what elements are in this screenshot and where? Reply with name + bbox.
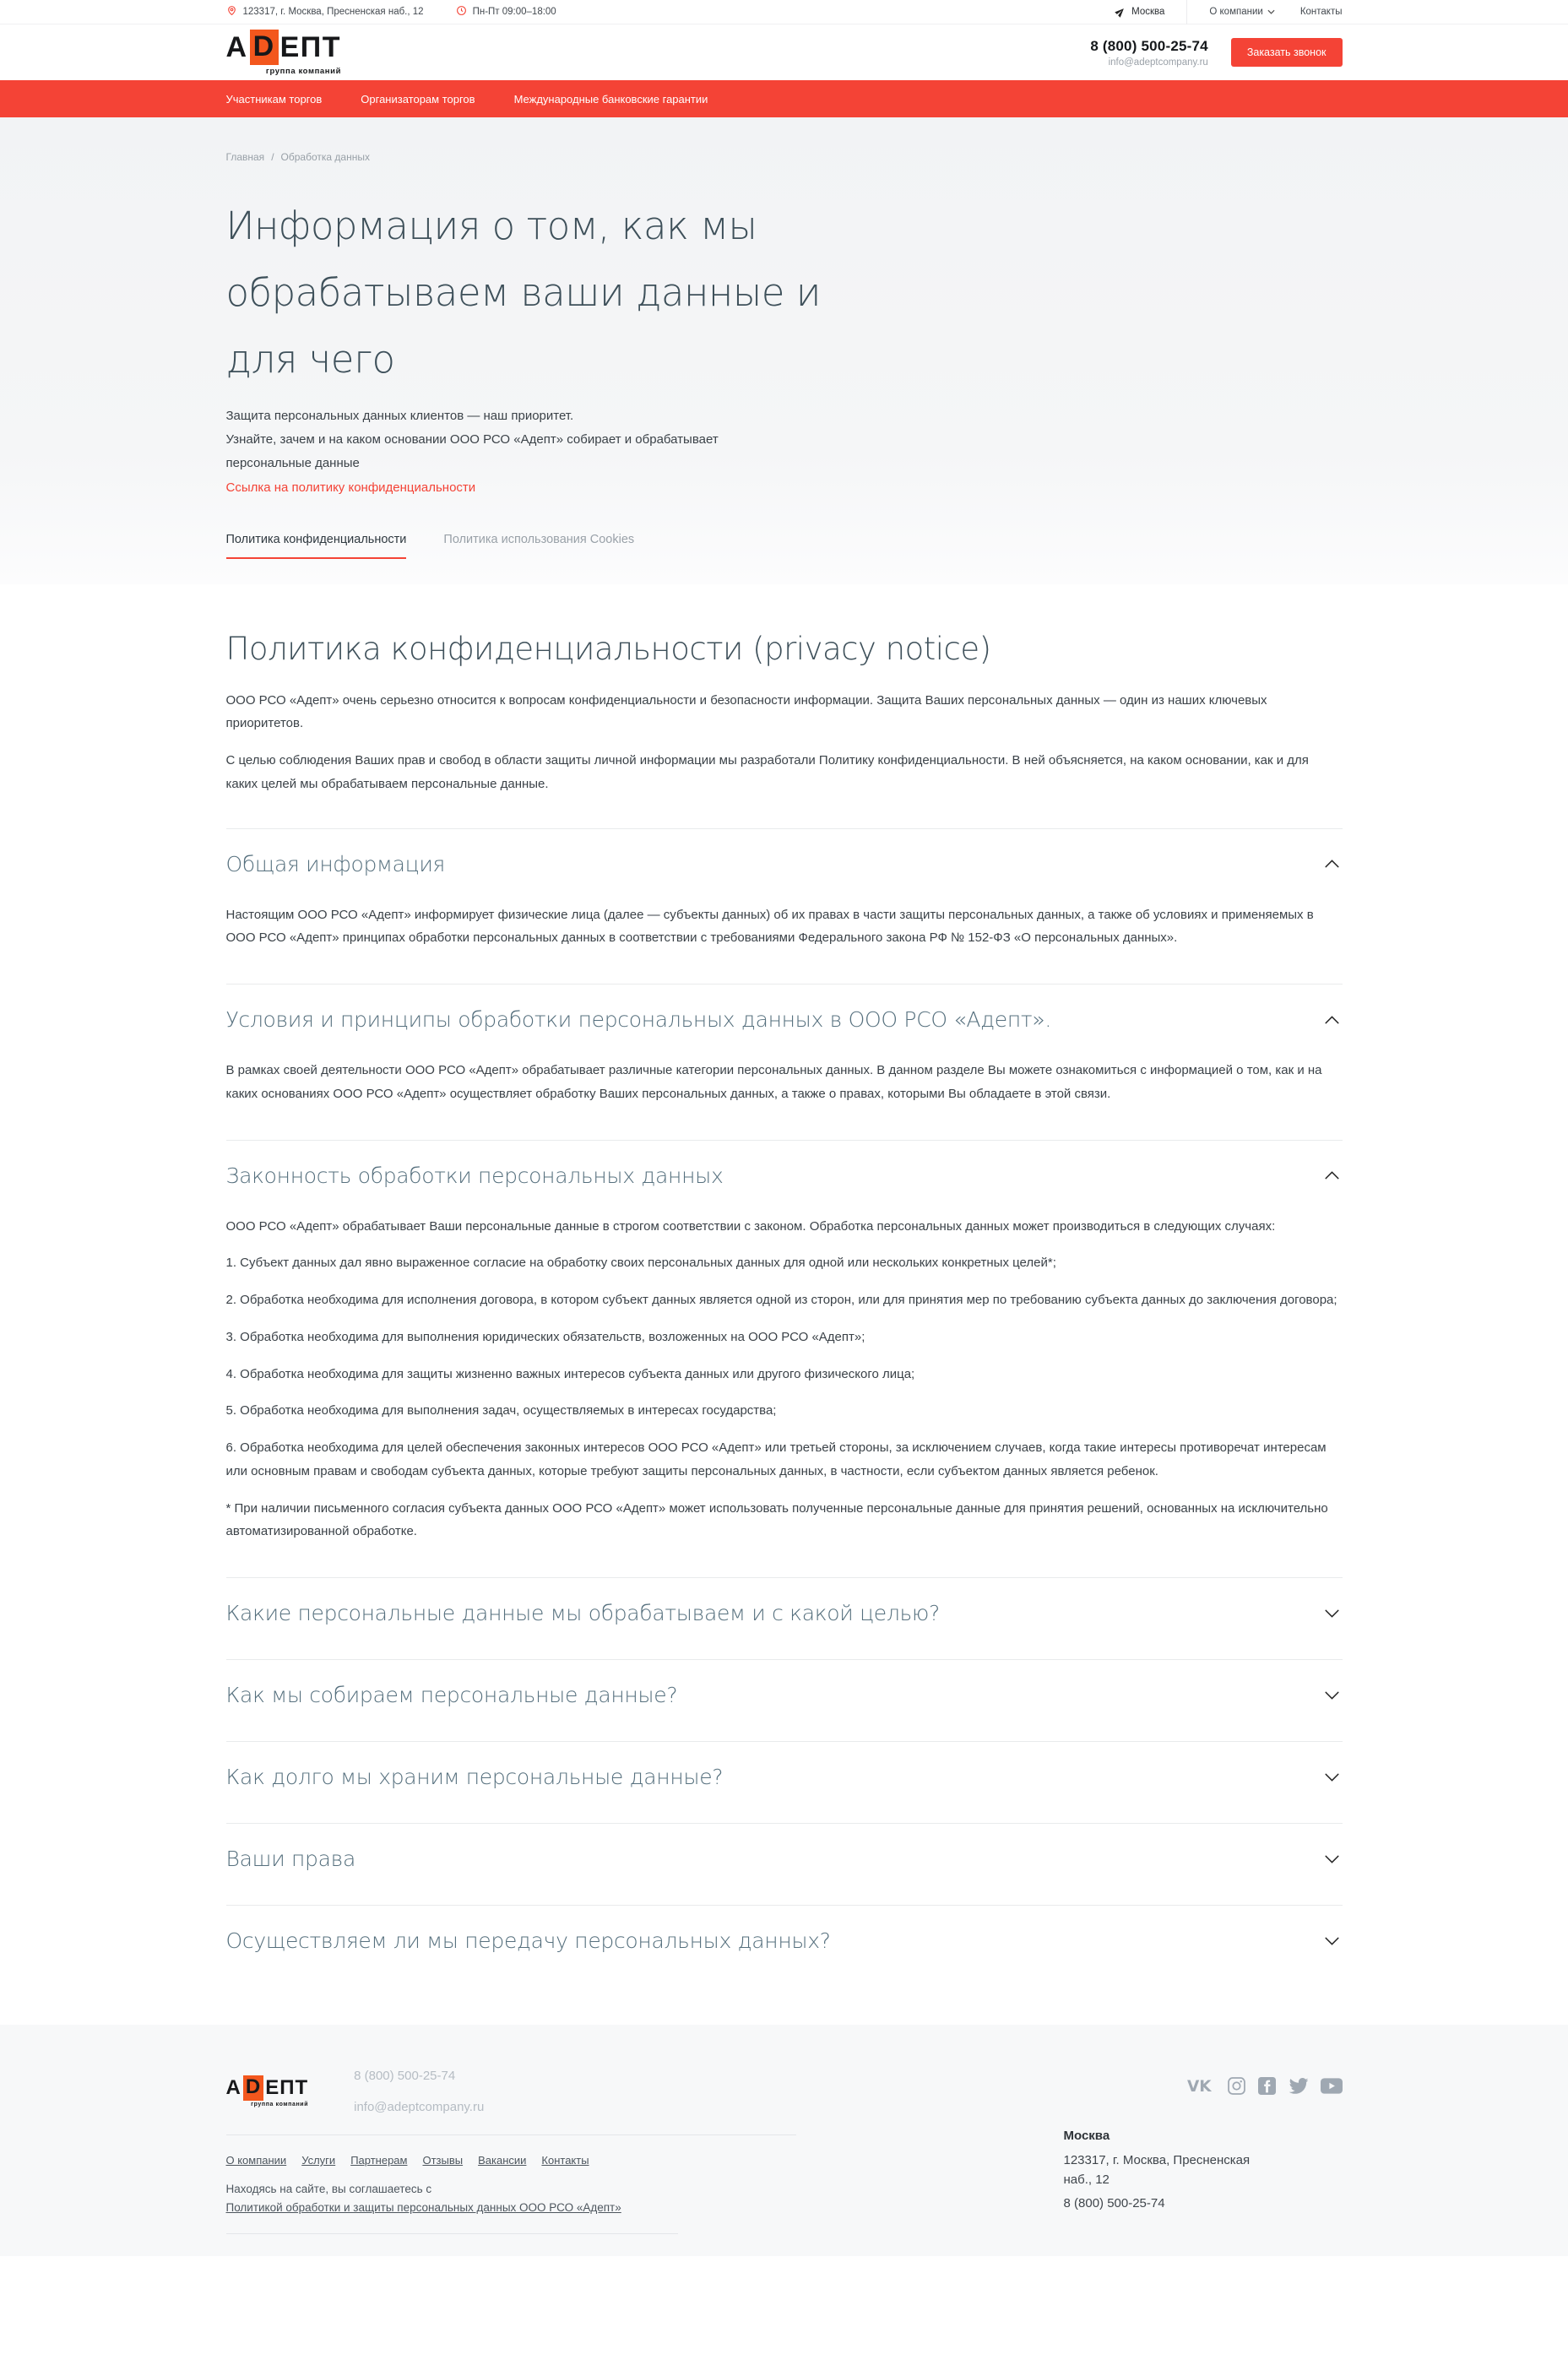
accordion-item (226, 1659, 1343, 1741)
chevron-down-icon[interactable] (1321, 1606, 1343, 1621)
footer-phone[interactable]: 8 (800) 500-25-74 (354, 2069, 456, 2083)
topbar-divider (1186, 0, 1187, 24)
page-title-line: обрабатываем ваши данные и (225, 269, 821, 315)
facebook-icon[interactable] (1258, 2077, 1276, 2095)
chevron-up-icon[interactable] (1321, 1168, 1343, 1183)
nav-link[interactable]: Участникам торгов (225, 92, 323, 106)
accordion-title: Как мы собираем персональные данные? (225, 1683, 678, 1707)
main-nav (0, 80, 1568, 117)
accordion-paragraph: 2. Обработка необходима для исполнения договора, в котором субъект данных является одной из сторон, или для принятия мер по требованию субъекта данных до заключения договора; (225, 1293, 1337, 1307)
page-title-line: для чего (225, 336, 395, 382)
intro-paragraph: С целью соблюдения Ваших прав и свобод в области защиты личной информации мы разработали Политику конфиденциальности. В ней объясняется, на каком основании, как и для каких целей мы обрабатываем персональные данные. (225, 753, 1309, 791)
accordion-paragraph: ООО РСО «Адепт» обрабатывает Ваши персональные данные в строгом соответствии с законом. Обработка персональных данных может производиться в следующих случаях: (225, 1218, 1276, 1234)
breadcrumb-separator: / (271, 151, 274, 163)
accordion-title: Осуществляем ли мы передачу персональных данных? (225, 1928, 831, 1953)
social-links (1064, 2077, 1343, 2095)
nav-link[interactable]: Международные банковские гарантии (513, 92, 708, 106)
footer-logo[interactable]: А D ЕПТ группа компаний (225, 2075, 309, 2107)
breadcrumb-home[interactable]: Главная (225, 151, 265, 163)
site-header (0, 24, 1568, 80)
accordion-title: Ваши права (225, 1847, 356, 1871)
section-title: Политика конфиденциальности (privacy notice) (225, 630, 991, 667)
topbar (0, 0, 1568, 24)
location-pin-icon (226, 5, 237, 19)
chevron-up-icon[interactable] (1321, 856, 1343, 871)
tab-inactive[interactable]: Политика использования Cookies (443, 532, 635, 546)
accordion-paragraph: В рамках своей деятельности ООО РСО «Адепт» обрабатывает различные категории персональных данных. В данном разделе Вы можете ознакомиться с информацией о том, как и на каких основаниях ООО РСО «Адепт» осуществляет обработку Ваших персональных данных, а также о правах, которыми Вы обладаете в этой связи. (225, 1063, 1322, 1101)
footer-address: 123317, г. Москва, Пресненская наб., 12 (1063, 2153, 1251, 2188)
footer-link[interactable]: Вакансии (478, 2154, 527, 2167)
intro-paragraph: ООО РСО «Адепт» очень серьезно относится к вопросам конфиденциальности и безопасности информации. Защита Ваших персональных данных — один из наших ключевых приоритетов. (225, 692, 1267, 731)
breadcrumb-current: Обработка данных (280, 151, 370, 163)
accordion-header[interactable] (226, 1601, 1343, 1625)
footer-link[interactable]: Партнерам (350, 2154, 408, 2167)
accordion (226, 828, 1343, 1988)
chevron-down-icon (1267, 7, 1275, 17)
accordion-header[interactable] (226, 852, 1343, 876)
accordion-item (226, 984, 1343, 1140)
footer-office (1064, 2129, 1343, 2210)
accordion-paragraph: 6. Обработка необходима для целей обеспечения законных интересов ООО РСО «Адепт» или третьей стороны, за исключением случаев, когда такие интересы противоречат интересам или основным правам и свободам субъекта данных, которые требуют защиты персональных данных, в частности, если субъектом данных является ребенок. (225, 1440, 1327, 1478)
accordion-title: Условия и принципы обработки персональных данных в ООО РСО «Адепт». (225, 1007, 1051, 1032)
accordion-header[interactable] (226, 1928, 1343, 1953)
logo-boxed-letter: D (250, 30, 279, 65)
callback-button[interactable]: Заказать звонок (1231, 38, 1343, 67)
hero-subtitle-line: Защита персональных данных клиентов — наш приоритет. (225, 409, 574, 424)
accordion-title: Какие персональные данные мы обрабатываем и с какой целью? (225, 1601, 940, 1625)
topbar-address: 123317, г. Москва, Пресненская наб., 12 (242, 7, 424, 17)
chevron-up-icon[interactable] (1321, 1012, 1343, 1028)
navigation-arrow-icon (1114, 5, 1128, 19)
accordion-title: Законность обработки персональных данных (225, 1163, 724, 1188)
footer-divider (226, 2134, 796, 2135)
footer-link[interactable]: Услуги (301, 2154, 336, 2167)
footer-link[interactable]: Контакты (541, 2154, 589, 2167)
hero-subtitle-line: Узнайте, зачем и на каком основании ООО РСО «Адепт» собирает и обрабатывает персональные данные (225, 432, 719, 470)
accordion-body (226, 1059, 1343, 1106)
footer-link[interactable]: Отзывы (422, 2154, 464, 2167)
city-selector[interactable]: Москва (1115, 7, 1164, 17)
footer-city-phone: 8 (800) 500-25-74 (1063, 2195, 1165, 2210)
accordion-header[interactable] (226, 1847, 1343, 1871)
accordion-paragraph: 1. Субъект данных дал явно выраженное согласие на обработку своих персональных данных для одной или нескольких конкретных целей*; (225, 1256, 1056, 1271)
logo-tagline: группа компаний (265, 66, 342, 76)
logo-letter: А (225, 30, 248, 63)
accordion-body (226, 903, 1343, 951)
accordion-title: Общая информация (225, 851, 445, 876)
chevron-down-icon[interactable] (1321, 1688, 1343, 1703)
accordion-item (226, 1823, 1343, 1905)
svg-text:VK: VK (1186, 2077, 1212, 2095)
accordion-item (226, 1577, 1343, 1659)
logo-letters: ЕПТ (279, 30, 342, 63)
accordion-header[interactable] (226, 1164, 1343, 1188)
breadcrumb (226, 151, 1343, 163)
footer-agreement: Находясь на сайте, вы соглашаетесь с Политикой обработки и защиты персональных данных ООО РСО «Адепт» (225, 2183, 621, 2215)
footer-link[interactable]: О компании (225, 2154, 287, 2167)
address-item (226, 5, 424, 19)
footer-links (226, 2154, 796, 2167)
page-title-line: Информация о том, как мы (225, 203, 757, 248)
accordion-paragraph: 4. Обработка необходима для защиты жизненно важных интересов субъекта данных или другого физического лица; (225, 1366, 915, 1381)
tabs (226, 533, 1343, 559)
twitter-icon[interactable] (1289, 2078, 1308, 2094)
topbar-link-contacts[interactable]: Контакты (1299, 7, 1343, 17)
accordion-item (226, 1741, 1343, 1823)
chevron-down-icon[interactable] (1321, 1934, 1343, 1949)
vk-icon[interactable] (1187, 2078, 1215, 2095)
footer-email[interactable]: info@adeptcompany.ru (354, 2100, 485, 2114)
site-footer (0, 2025, 1568, 2256)
accordion-item (226, 1905, 1343, 1987)
instagram-icon[interactable] (1228, 2077, 1245, 2095)
data-processing-policy-link[interactable]: Политикой обработки и защиты персональных данных ООО РСО «Адепт» (225, 2201, 621, 2215)
accordion-item (226, 1140, 1343, 1578)
privacy-policy-link[interactable]: Ссылка на политику конфиденциальности (225, 480, 476, 495)
clock-icon (456, 5, 467, 19)
youtube-icon[interactable] (1321, 2078, 1343, 2094)
nav-link[interactable]: Организаторам торгов (361, 92, 475, 106)
header-phone: 8 (800) 500-25-74 (1090, 37, 1208, 54)
chevron-down-icon[interactable] (1321, 1770, 1343, 1785)
accordion-header[interactable] (226, 1683, 1343, 1707)
footer-divider-bottom (226, 2233, 678, 2234)
accordion-header[interactable] (226, 1765, 1343, 1789)
hero-subtitle (226, 404, 733, 475)
hours-item (456, 5, 556, 19)
accordion-item (226, 828, 1343, 985)
footer-city: Москва (1063, 2129, 1110, 2143)
company-logo[interactable] (226, 30, 342, 76)
header-email[interactable]: info@adeptcompany.ru (1108, 57, 1208, 68)
topbar-hours: Пн-Пт 09:00–18:00 (472, 7, 556, 17)
main-content (0, 584, 1568, 2026)
accordion-paragraph: Настоящим ООО РСО «Адепт» информирует физические лица (далее — субъекты данных) об их правах в части защиты персональных данных, а также об условиях и применяемых в ООО РСО «Адепт» принципах обработки персональных данных в соответствии с требованиями Федерального закона РФ № 152-ФЗ «О персональных данных». (225, 907, 1314, 946)
accordion-paragraph: 3. Обработка необходима для выполнения юридических обязательств, возложенных на ООО РСО «Адепт»; (225, 1329, 865, 1344)
accordion-header[interactable] (226, 1007, 1343, 1032)
accordion-paragraph: 5. Обработка необходима для выполнения задач, осуществляемых в интересах государства; (225, 1403, 777, 1418)
accordion-body (226, 1215, 1343, 1544)
hero-section (0, 117, 1568, 584)
topbar-link-about[interactable]: О компании (1209, 7, 1274, 17)
page-title (226, 193, 1343, 393)
intro-paragraphs (226, 689, 1343, 796)
accordion-title: Как долго мы храним персональные данные? (225, 1765, 724, 1789)
accordion-paragraph: * При наличии письменного согласия субъекта данных ООО РСО «Адепт» может использовать полученные персональные данные для принятия решений, основанных на исключительно автоматизированной обработке. (225, 1500, 1328, 1539)
main-nav-items (226, 80, 1343, 117)
chevron-down-icon[interactable] (1321, 1852, 1343, 1867)
tab-active[interactable]: Политика конфиденциальности (226, 533, 407, 559)
